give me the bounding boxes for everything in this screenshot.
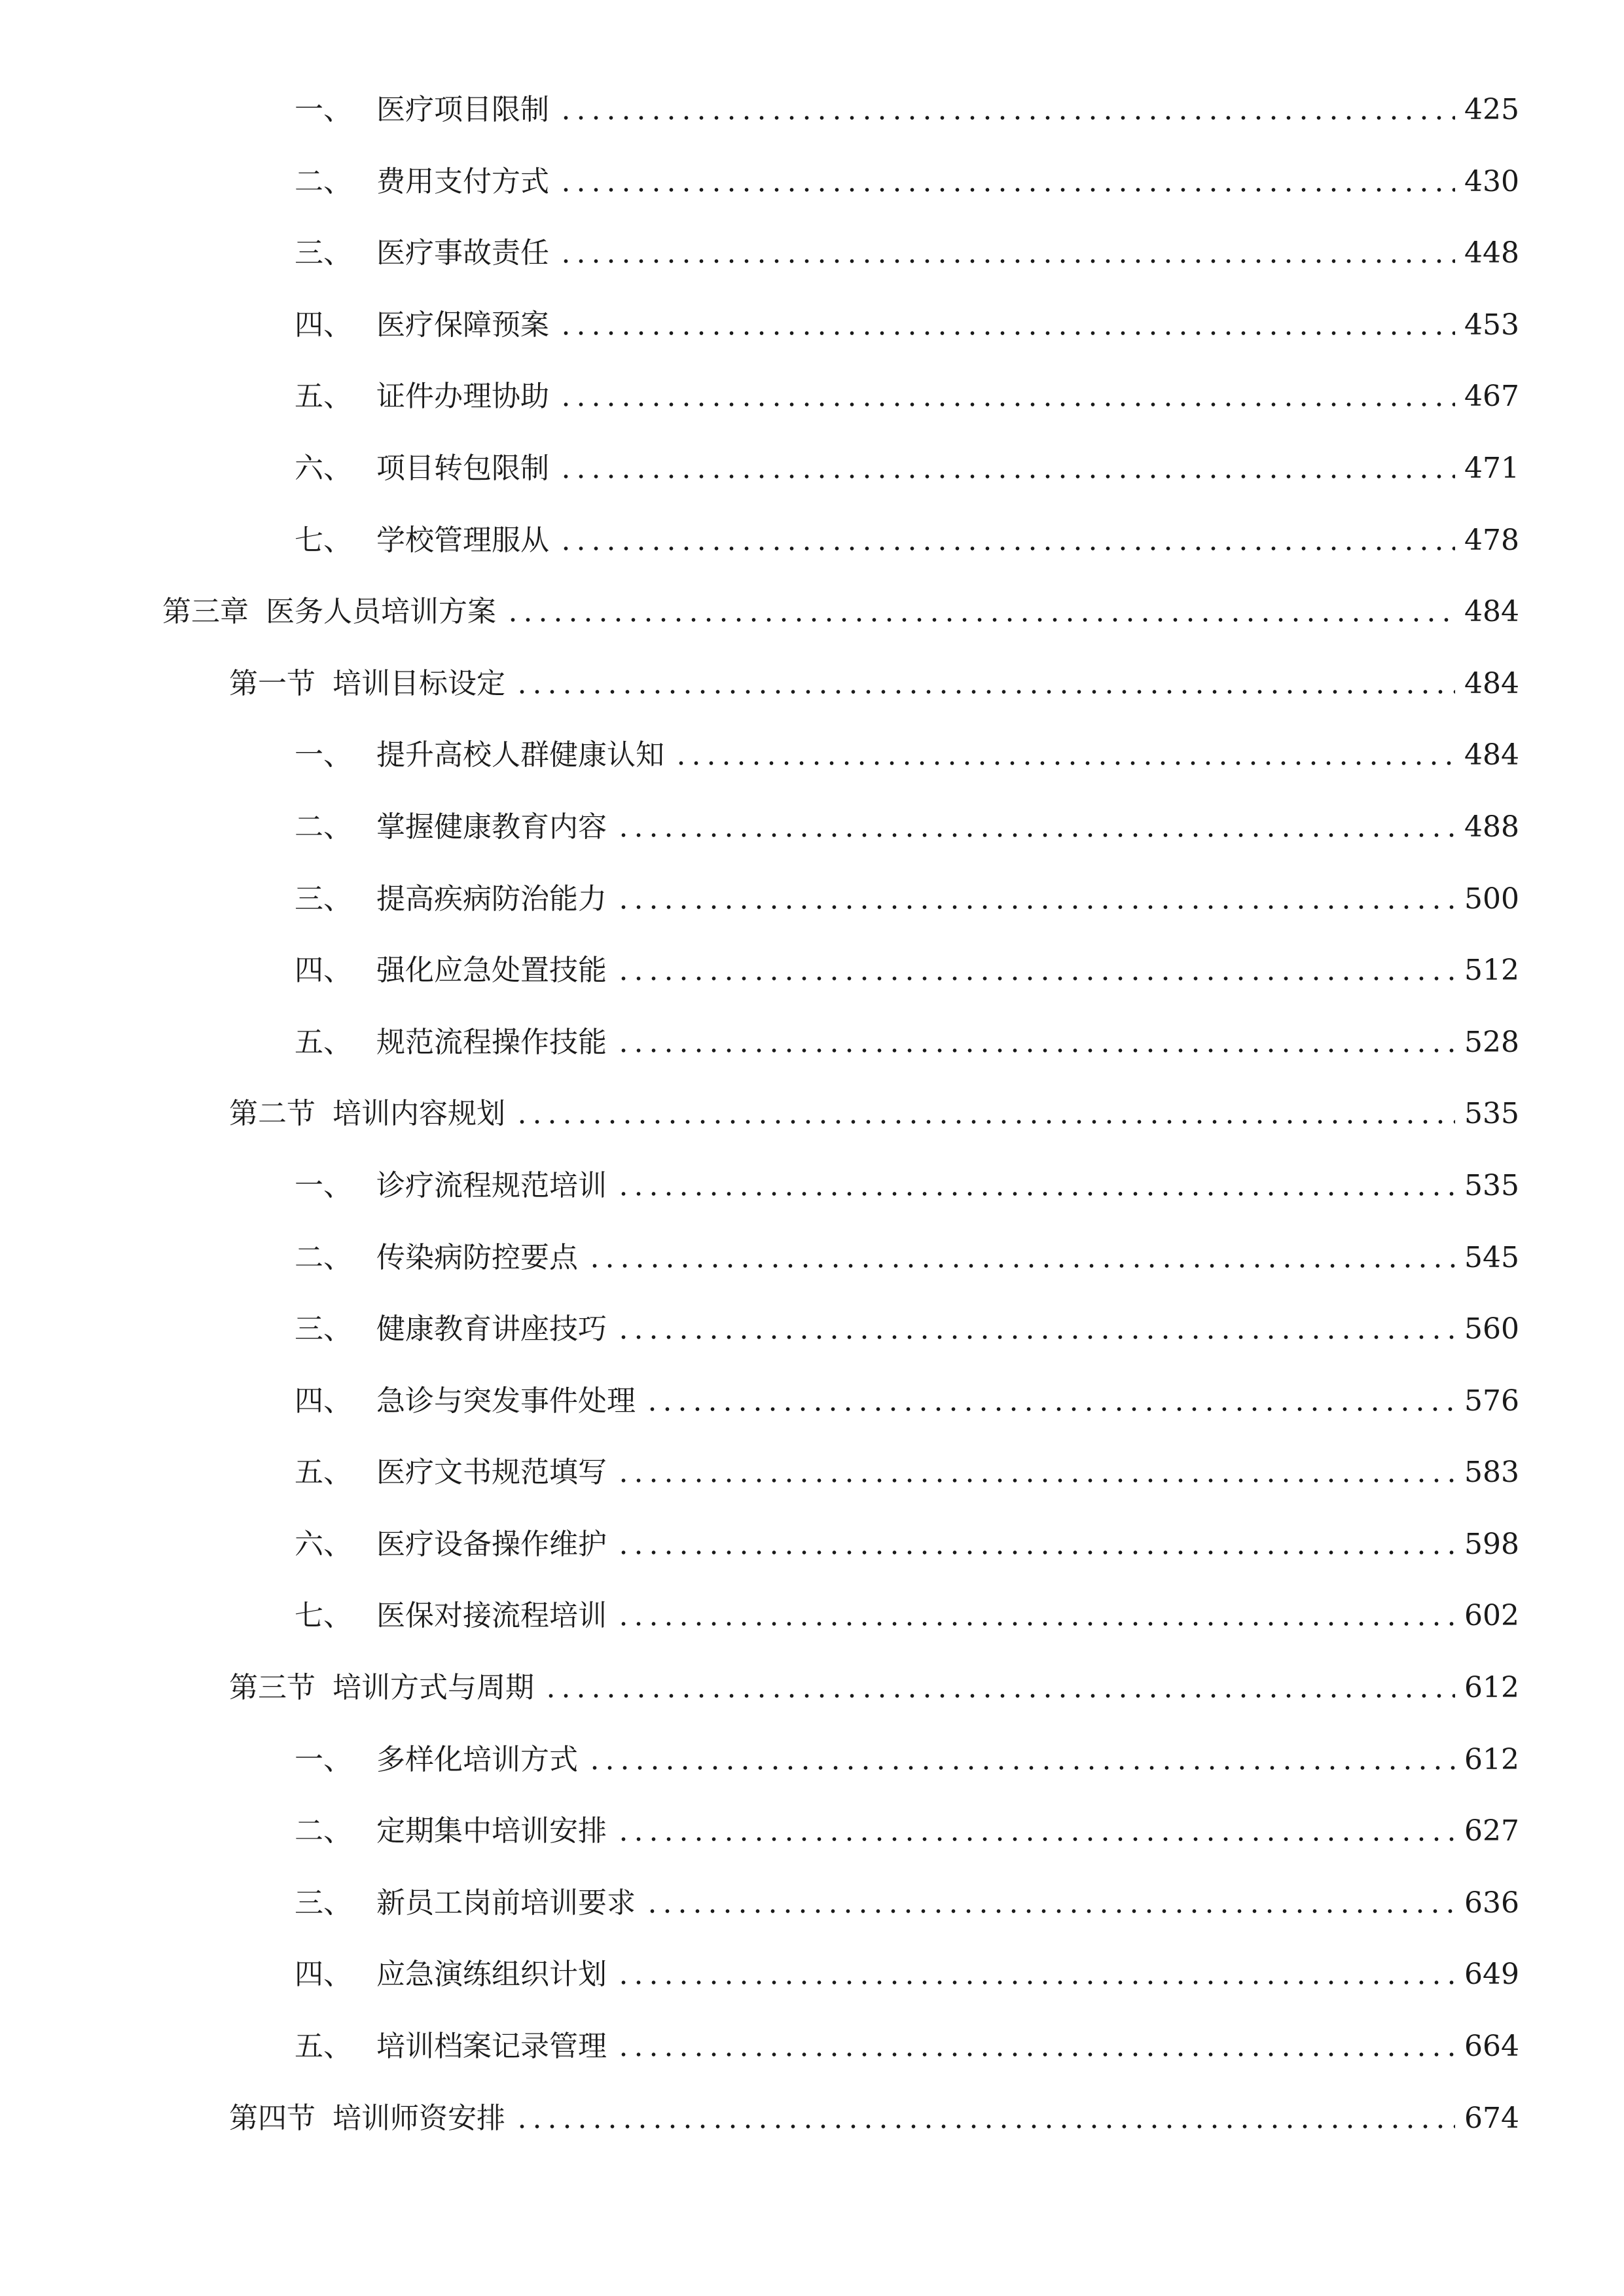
toc-entry[interactable] bbox=[0, 1232, 1624, 1304]
toc-entry-title: 医疗保障预案 bbox=[376, 308, 549, 342]
toc-entry[interactable] bbox=[0, 442, 1624, 514]
dot-leader bbox=[587, 1765, 1455, 1770]
toc-entry-page: 545 bbox=[1464, 1240, 1519, 1274]
toc-entry-page: 627 bbox=[1464, 1814, 1519, 1848]
toc-entry-number: 第一节 bbox=[229, 666, 316, 700]
toc-entry[interactable] bbox=[0, 1303, 1624, 1375]
toc-entry-number: 三、 bbox=[295, 236, 352, 270]
toc-entry-page: 425 bbox=[1464, 93, 1519, 126]
toc-entry-number: 五、 bbox=[295, 2030, 352, 2064]
toc-row bbox=[229, 664, 1519, 704]
toc-entry-number: 第四节 bbox=[229, 2101, 316, 2135]
toc-entry-title: 培训档案记录管理 bbox=[376, 2030, 607, 2064]
toc-row bbox=[295, 1310, 1519, 1349]
toc-entry-page: 636 bbox=[1464, 1886, 1519, 1920]
toc-entry[interactable] bbox=[0, 227, 1624, 299]
toc-entry-title: 传染病防控要点 bbox=[376, 1240, 578, 1274]
toc-entry-title: 提高疾病防治能力 bbox=[376, 882, 607, 916]
dot-leader bbox=[558, 546, 1455, 551]
toc-entry-page: 535 bbox=[1464, 1097, 1519, 1131]
toc-entry[interactable] bbox=[0, 1662, 1624, 1734]
toc-entry-number: 一、 bbox=[295, 738, 352, 772]
toc-entry-page: 602 bbox=[1464, 1599, 1519, 1633]
toc-row bbox=[295, 90, 1519, 130]
dot-leader bbox=[558, 187, 1455, 192]
toc-entry-title: 强化应急处置技能 bbox=[376, 954, 607, 988]
toc-entry-page: 649 bbox=[1464, 1958, 1519, 1992]
toc-row bbox=[295, 162, 1519, 202]
toc-entry-page: 576 bbox=[1464, 1384, 1519, 1418]
dot-leader bbox=[558, 402, 1455, 407]
toc-entry[interactable] bbox=[0, 801, 1624, 873]
toc-entry[interactable] bbox=[0, 2020, 1624, 2092]
dot-leader bbox=[587, 1263, 1455, 1268]
dot-leader bbox=[616, 1478, 1455, 1483]
toc-entry-title: 培训师资安排 bbox=[333, 2101, 505, 2135]
toc-entry-page: 488 bbox=[1464, 810, 1519, 844]
toc-entry[interactable] bbox=[0, 944, 1624, 1016]
dot-leader bbox=[616, 976, 1455, 981]
toc-entry[interactable] bbox=[0, 729, 1624, 801]
toc-row bbox=[295, 521, 1519, 560]
toc-entry[interactable] bbox=[0, 658, 1624, 730]
toc-entry[interactable] bbox=[0, 299, 1624, 371]
toc-row bbox=[295, 1382, 1519, 1421]
toc-entry[interactable] bbox=[0, 1088, 1624, 1160]
toc-row bbox=[295, 1740, 1519, 1780]
toc-row bbox=[295, 880, 1519, 919]
toc-entry-number: 五、 bbox=[295, 1456, 352, 1490]
dot-leader bbox=[645, 1407, 1455, 1412]
toc-entry[interactable] bbox=[0, 514, 1624, 586]
toc-entry[interactable] bbox=[0, 156, 1624, 228]
toc-entry[interactable] bbox=[0, 586, 1624, 658]
toc-row bbox=[295, 1238, 1519, 1278]
toc-entry-page: 535 bbox=[1464, 1168, 1519, 1202]
toc-entry-page: 484 bbox=[1464, 738, 1519, 772]
toc-entry-page: 484 bbox=[1464, 666, 1519, 700]
toc-entry-page: 583 bbox=[1464, 1456, 1519, 1490]
dot-leader bbox=[558, 115, 1455, 120]
toc-entry-title: 医保对接流程培训 bbox=[376, 1599, 607, 1633]
toc-entry-page: 528 bbox=[1464, 1025, 1519, 1059]
toc-row bbox=[295, 1453, 1519, 1492]
toc-row bbox=[295, 1955, 1519, 1994]
toc-entry-title: 培训方式与周期 bbox=[333, 1671, 534, 1705]
toc-entry-number: 一、 bbox=[295, 1742, 352, 1776]
toc-entry-page: 560 bbox=[1464, 1312, 1519, 1346]
dot-leader bbox=[616, 1837, 1455, 1842]
toc-row bbox=[295, 1884, 1519, 1923]
toc-entry-page: 674 bbox=[1464, 2101, 1519, 2135]
toc-entry-page: 478 bbox=[1464, 523, 1519, 557]
toc-entry-number: 二、 bbox=[295, 164, 352, 198]
toc-entry-page: 598 bbox=[1464, 1527, 1519, 1561]
dot-leader bbox=[645, 1909, 1455, 1914]
toc-entry-number: 七、 bbox=[295, 523, 352, 557]
toc-entry-page: 448 bbox=[1464, 236, 1519, 270]
toc-row bbox=[229, 2099, 1519, 2138]
toc-entry-title: 医疗事故责任 bbox=[376, 236, 549, 270]
toc-entry[interactable] bbox=[0, 1948, 1624, 2020]
toc-entry-page: 664 bbox=[1464, 2030, 1519, 2064]
toc-entry-title: 证件办理协助 bbox=[376, 380, 549, 414]
toc-entry[interactable] bbox=[0, 370, 1624, 442]
dot-leader bbox=[558, 259, 1455, 264]
dot-leader bbox=[505, 617, 1455, 622]
toc-entry-page: 512 bbox=[1464, 954, 1519, 988]
toc-entry-number: 四、 bbox=[295, 954, 352, 988]
toc-row bbox=[295, 1166, 1519, 1206]
toc-entry-number: 三、 bbox=[295, 1312, 352, 1346]
toc-entry-title: 医疗设备操作维护 bbox=[376, 1527, 607, 1561]
toc-entry[interactable] bbox=[0, 2092, 1624, 2164]
toc-row bbox=[229, 1668, 1519, 1708]
dot-leader bbox=[616, 1550, 1455, 1555]
toc-entry[interactable] bbox=[0, 1805, 1624, 1877]
toc-entry[interactable] bbox=[0, 1016, 1624, 1088]
dot-leader bbox=[616, 2052, 1455, 2057]
toc-entry-page: 467 bbox=[1464, 380, 1519, 414]
table-of-contents bbox=[0, 84, 1624, 2164]
toc-entry-number: 二、 bbox=[295, 1240, 352, 1274]
toc-entry[interactable] bbox=[0, 1734, 1624, 1806]
toc-entry-number: 三、 bbox=[295, 882, 352, 916]
toc-row bbox=[295, 951, 1519, 990]
dot-leader bbox=[558, 474, 1455, 479]
toc-entry-title: 培训内容规划 bbox=[333, 1097, 505, 1131]
toc-entry-page: 500 bbox=[1464, 882, 1519, 916]
toc-entry-number: 四、 bbox=[295, 1958, 352, 1992]
toc-row bbox=[295, 449, 1519, 488]
toc-entry-title: 医疗项目限制 bbox=[376, 93, 549, 126]
dot-leader bbox=[616, 1621, 1455, 1626]
toc-row bbox=[229, 1094, 1519, 1134]
toc-entry-page: 453 bbox=[1464, 308, 1519, 342]
toc-entry-page: 612 bbox=[1464, 1671, 1519, 1705]
toc-entry-title: 医务人员培训方案 bbox=[266, 595, 496, 629]
toc-row bbox=[295, 736, 1519, 775]
toc-entry-title: 医疗文书规范填写 bbox=[376, 1456, 607, 1490]
toc-row bbox=[295, 1023, 1519, 1062]
dot-leader bbox=[543, 1693, 1455, 1698]
toc-entry-title: 培训目标设定 bbox=[333, 666, 505, 700]
toc-entry-title: 诊疗流程规范培训 bbox=[376, 1168, 607, 1202]
toc-entry-number: 第三节 bbox=[229, 1671, 316, 1705]
toc-entry-number: 四、 bbox=[295, 308, 352, 342]
dot-leader bbox=[616, 833, 1455, 838]
toc-entry[interactable] bbox=[0, 1446, 1624, 1518]
toc-row bbox=[295, 1812, 1519, 1851]
toc-entry[interactable] bbox=[0, 1590, 1624, 1662]
toc-entry-number: 四、 bbox=[295, 1384, 352, 1418]
toc-entry-number: 一、 bbox=[295, 93, 352, 126]
toc-entry-title: 项目转包限制 bbox=[376, 451, 549, 485]
toc-entry-page: 484 bbox=[1464, 595, 1519, 629]
toc-entry-title: 健康教育讲座技巧 bbox=[376, 1312, 607, 1346]
toc-entry-title: 规范流程操作技能 bbox=[376, 1025, 607, 1059]
dot-leader bbox=[514, 1119, 1455, 1124]
toc-entry-title: 定期集中培训安排 bbox=[376, 1814, 607, 1848]
toc-entry-number: 一、 bbox=[295, 1168, 352, 1202]
toc-entry[interactable] bbox=[0, 84, 1624, 156]
toc-row bbox=[295, 1525, 1519, 1564]
dot-leader bbox=[558, 331, 1455, 336]
toc-entry-number: 六、 bbox=[295, 451, 352, 485]
toc-entry-page: 612 bbox=[1464, 1742, 1519, 1776]
toc-row bbox=[295, 234, 1519, 273]
toc-entry[interactable] bbox=[0, 1877, 1624, 1949]
toc-row bbox=[295, 1596, 1519, 1636]
toc-entry-number: 二、 bbox=[295, 810, 352, 844]
toc-entry-title: 费用支付方式 bbox=[376, 164, 549, 198]
toc-entry-title: 多样化培训方式 bbox=[376, 1742, 578, 1776]
dot-leader bbox=[616, 905, 1455, 910]
dot-leader bbox=[514, 689, 1455, 694]
toc-entry-title: 提升高校人群健康认知 bbox=[376, 738, 664, 772]
toc-entry-number: 五、 bbox=[295, 1025, 352, 1059]
toc-entry-number: 二、 bbox=[295, 1814, 352, 1848]
toc-entry-page: 471 bbox=[1464, 451, 1519, 485]
toc-entry-title: 急诊与突发事件处理 bbox=[376, 1384, 636, 1418]
dot-leader bbox=[616, 1191, 1455, 1196]
toc-row bbox=[295, 377, 1519, 416]
toc-entry-number: 第三章 bbox=[162, 595, 249, 629]
toc-entry[interactable] bbox=[0, 1160, 1624, 1232]
toc-entry[interactable] bbox=[0, 1375, 1624, 1447]
toc-entry-title: 学校管理服从 bbox=[376, 523, 549, 557]
toc-entry[interactable] bbox=[0, 1518, 1624, 1590]
toc-entry-title: 掌握健康教育内容 bbox=[376, 810, 607, 844]
toc-row bbox=[295, 808, 1519, 847]
dot-leader bbox=[616, 1048, 1455, 1053]
dot-leader bbox=[674, 761, 1455, 766]
toc-row bbox=[295, 2027, 1519, 2066]
dot-leader bbox=[616, 1335, 1455, 1340]
toc-entry-number: 第二节 bbox=[229, 1097, 316, 1131]
toc-entry-number: 三、 bbox=[295, 1886, 352, 1920]
toc-row bbox=[295, 306, 1519, 345]
dot-leader bbox=[514, 2124, 1455, 2129]
toc-entry-number: 五、 bbox=[295, 380, 352, 414]
toc-entry-number: 七、 bbox=[295, 1599, 352, 1633]
toc-entry-page: 430 bbox=[1464, 164, 1519, 198]
toc-row bbox=[162, 592, 1519, 632]
toc-entry-title: 应急演练组织计划 bbox=[376, 1958, 607, 1992]
toc-entry[interactable] bbox=[0, 873, 1624, 945]
toc-entry-title: 新员工岗前培训要求 bbox=[376, 1886, 636, 1920]
dot-leader bbox=[616, 1980, 1455, 1985]
toc-entry-number: 六、 bbox=[295, 1527, 352, 1561]
